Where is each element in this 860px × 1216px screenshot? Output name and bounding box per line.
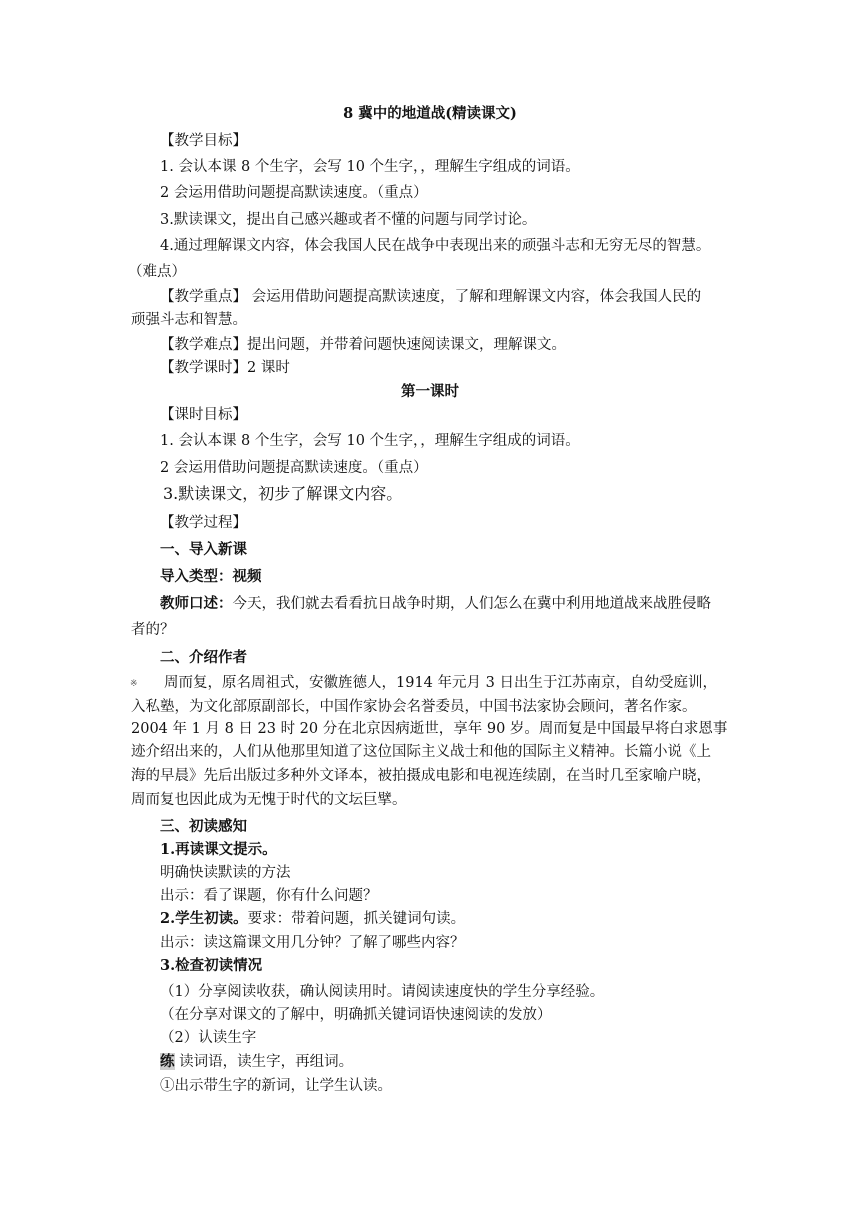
key-points-line: 顽强斗志和智慧。 (131, 312, 247, 328)
step-text: 要求：带着问题，抓关键词句读。 (247, 911, 466, 927)
section-title: 一、导入新课 (160, 541, 247, 558)
practice-item: ①出示带生字的新词，让学生认读。 (160, 1078, 392, 1094)
step-item: （在分享对课文的了解中，明确抓关键词语快速阅读的发放） (160, 1007, 552, 1023)
objectives-heading: 【教学目标】 (160, 133, 247, 149)
step-line: 明确快读默读的方法 (160, 865, 291, 881)
process-heading: 【教学过程】 (160, 515, 247, 531)
key-points-line: 【教学重点】 会运用借助问题提高默读速度，了解和理解课文内容，体会我国人民的 (160, 289, 702, 305)
author-line: 周而复也因此成为无愧于时代的文坛巨擘。 (131, 792, 407, 808)
difficulty-line: 【教学难点】提出问题，并带着问题快速阅读课文，理解课文。 (160, 337, 566, 353)
section-title: 三、初读感知 (160, 818, 247, 835)
lesson-goal: 1. 会认本课 8 个生字，会写 10 个生字，，理解生字组成的词语。 (160, 433, 580, 449)
hours-line: 【教学课时】2 课时 (160, 360, 290, 376)
step-line: 出示：读这篇课文用几分钟？了解了哪些内容？ (160, 935, 465, 951)
practice-line (160, 1055, 353, 1070)
objective-item: （难点） (128, 264, 186, 280)
lesson-goals-heading: 【课时目标】 (160, 407, 247, 423)
step-line (160, 912, 465, 927)
objective-item: 2 会运用借助问题提高默读速度。（重点） (160, 185, 428, 201)
step-item: （1）分享阅读收获，确认阅读用时。请阅读速度快的学生分享经验。 (160, 984, 605, 1000)
teacher-label: 教师口述： (160, 595, 233, 612)
practice-label: 练 (160, 1053, 175, 1070)
objective-item: 1. 会认本课 8 个生字，会写 10 个生字，，理解生字组成的词语。 (160, 159, 580, 175)
author-line: 入私塾，为文化部原副部长，中国作家协会名誉委员，中国书法家协会顾问，著名作家。 (131, 699, 697, 715)
author-line: 海的早晨》先后出版过多种外文译本，被拍摄成电影和电视连续剧，在当时几至家喻户晓， (131, 768, 711, 784)
author-line: 周而复，原名周祖式，安徽旌德人，1914 年元月 3 日出生于江苏南京，自幼受庭训， (164, 675, 717, 691)
author-line: 迹介绍出来的，人们从他那里知道了这位国际主义战士和他的国际主义精神。长篇小说《上 (131, 744, 711, 760)
practice-text: 读词语，读生字，再组词。 (174, 1054, 354, 1070)
section-title: 二、介绍作者 (160, 649, 247, 666)
lesson-goal: 2 会运用借助问题提高默读速度。（重点） (160, 460, 428, 476)
note-mark: ※ (130, 679, 138, 689)
step-title: 3.检查初读情况 (160, 957, 263, 974)
step-item: （2）认读生字 (160, 1030, 257, 1046)
author-line: 2004 年 1 月 8 日 23 时 20 分在北京因病逝世，享年 90 岁。周而复是中国最早将白求恩事 (131, 721, 728, 737)
step-title: 1.再读课文提示。 (160, 841, 277, 858)
teacher-line (160, 597, 711, 612)
step-title: 2.学生初读。 (160, 910, 248, 927)
teacher-line-2: 者的？ (131, 622, 175, 638)
document-title: 8 冀中的地道战(精读课文) (343, 105, 517, 122)
step-line: 出示：看了课题，你有什么问题？ (160, 888, 378, 904)
teacher-text: 今天，我们就去看看抗日战争时期，人们怎么在冀中利用地道战来战胜侵略 (232, 596, 711, 612)
objective-item: 3.默读课文，提出自己感兴趣或者不懂的问题与同学讨论。 (160, 212, 537, 228)
objective-item: 4.通过理解课文内容，体会我国人民在战争中表现出来的顽强斗志和无穷无尽的智慧。 (160, 238, 711, 254)
lesson-goal: 3.默读课文，初步了解课文内容。 (163, 484, 403, 503)
lesson-heading: 第一课时 (401, 383, 459, 400)
intro-type: 导入类型：视频 (160, 568, 262, 585)
